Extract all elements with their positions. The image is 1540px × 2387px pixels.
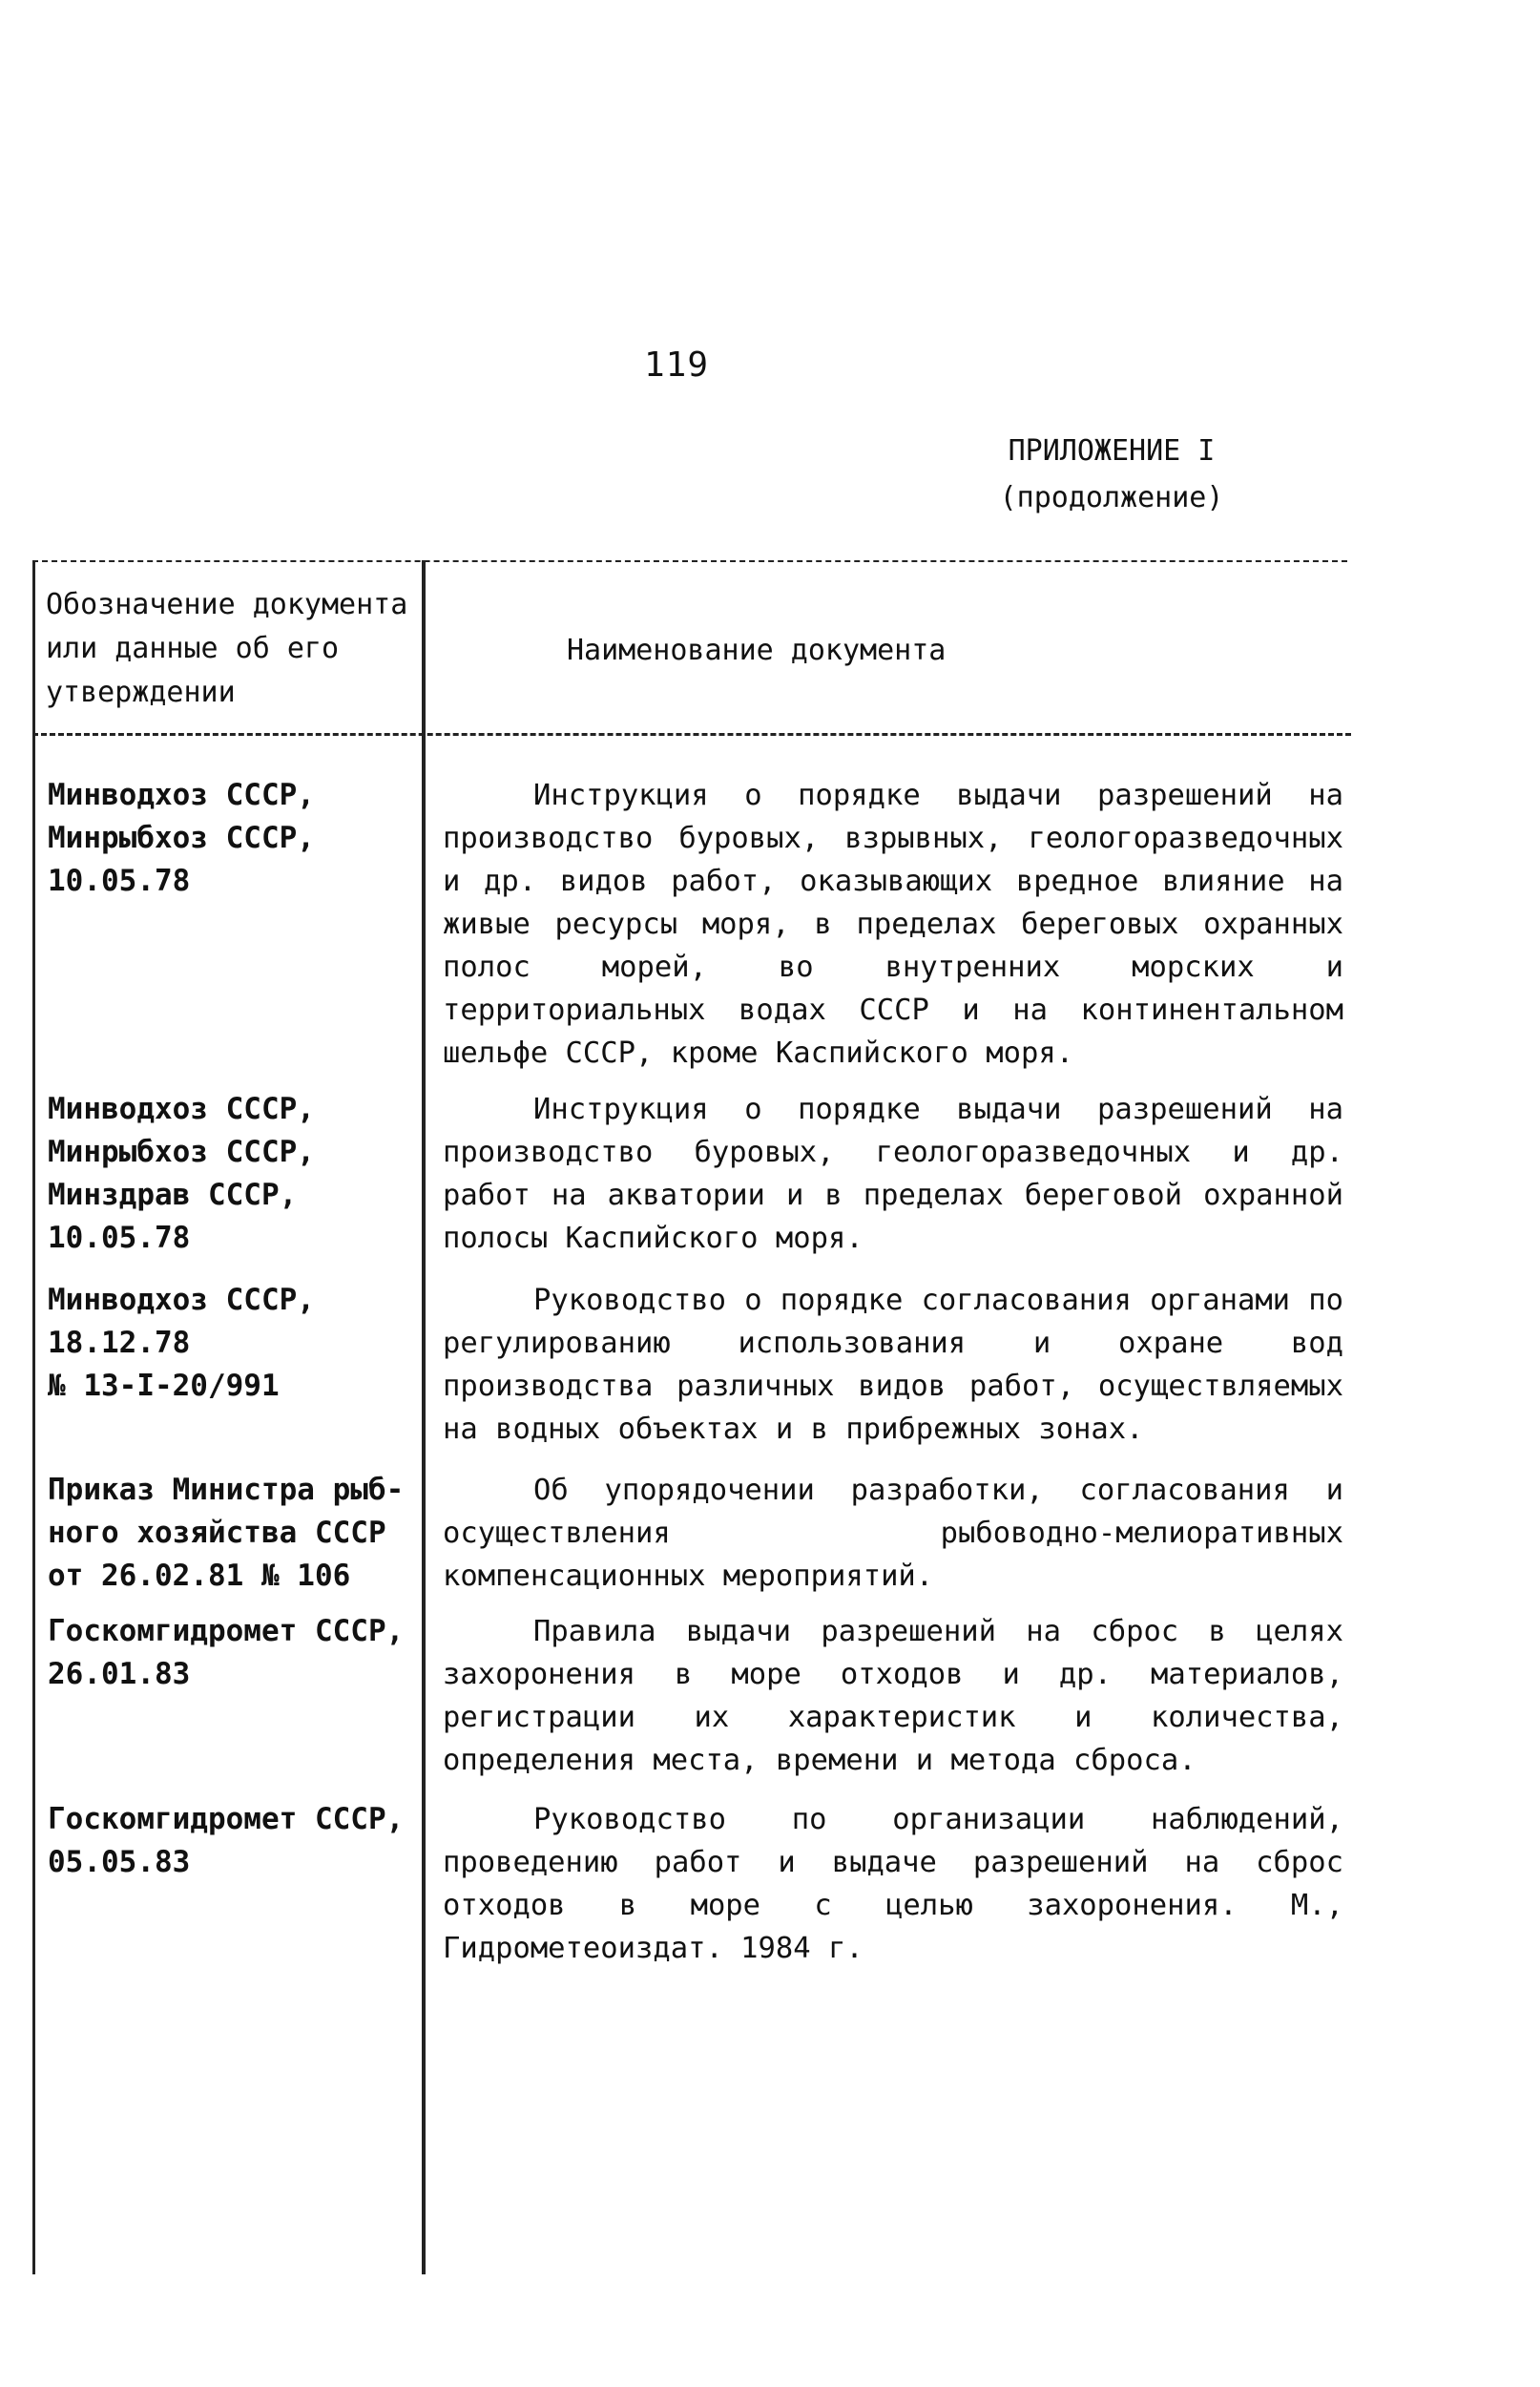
row-6-designation: [48, 1798, 429, 1884]
header-designation-line: утверждении: [46, 676, 236, 709]
designation-line: 10.05.78: [48, 864, 191, 898]
header-document-name: Наименование документа: [567, 634, 947, 667]
designation-line: Госкомгидромет СССР,: [48, 1802, 405, 1836]
appendix-subtitle: (продолжение): [999, 481, 1224, 514]
designation-line: Минводхоз СССР,: [48, 778, 315, 812]
row-1-document-name: Инструкция о порядке выдачи разрешений на производство буровых, взрывных, геологоразведочных и др. видов работ, оказывающих вредное влияние на живые ресурсы моря, в пределах береговых охранных полос морей, во внутренних морских и территориальных водах СССР и на континентальном шельфе СССР, кроме Каспийского моря.: [443, 779, 1343, 1070]
row-5-document-name: Правила выдачи разрешений на сброс в целях захоронения в море отходов и др. материалов, регистрации их характеристик и количества, определения места, времени и метода сброса.: [443, 1615, 1343, 1777]
designation-line: Минрыбхоз СССР,: [48, 1135, 315, 1169]
designation-line: Приказ Министра рыб-: [48, 1473, 405, 1507]
row-4-designation: [48, 1469, 429, 1598]
designation-line: 26.01.83: [48, 1657, 191, 1691]
designation-line: ного хозяйства СССР: [48, 1516, 386, 1550]
designation-line: № 13-I-20/991: [48, 1369, 280, 1403]
designation-line: Минводхоз СССР,: [48, 1283, 315, 1317]
header-designation-line: или данные об его: [46, 632, 340, 665]
documents-table: [32, 560, 1349, 2274]
table-header-rule: [32, 733, 1351, 736]
designation-line: Минздрав СССР,: [48, 1178, 298, 1212]
designation-line: 10.05.78: [48, 1221, 191, 1255]
header-designation-line: Обозначение документа: [46, 588, 408, 621]
row-6-document-name: Руководство по организации наблюдений, проведению работ и выдаче разрешений на сброс отходов в море с целью захоронения. М., Гидрометеоиздат. 1984 г.: [443, 1803, 1343, 1965]
row-3-designation: [48, 1279, 429, 1408]
row-1-designation: [48, 774, 429, 903]
designation-line: 18.12.78: [48, 1326, 191, 1360]
designation-line: от 26.02.81 № 106: [48, 1559, 351, 1593]
header-designation: [46, 583, 437, 715]
row-3-document-name: Руководство о порядке согласования органами по регулированию использования и охране вод производства различных видов работ, осуществляемых на водных объектах и в прибрежных зонах.: [443, 1284, 1343, 1446]
table-left-border: [32, 560, 35, 2274]
table-top-rule: [32, 560, 1347, 562]
appendix-heading: [954, 428, 1269, 521]
designation-line: Госкомгидромет СССР,: [48, 1614, 405, 1648]
page-number: 119: [644, 345, 710, 385]
appendix-title: ПРИЛОЖЕНИЕ I: [1008, 434, 1216, 468]
row-2-designation: [48, 1088, 429, 1260]
designation-line: Минрыбхоз СССР,: [48, 821, 315, 855]
designation-line: Минводхоз СССР,: [48, 1092, 315, 1126]
row-4-document-name: Об упорядочении разработки, согласования и осуществления рыбоводно-мелиоративных компенсационных мероприятий.: [443, 1474, 1343, 1593]
row-5-designation: [48, 1610, 429, 1696]
row-2-document-name: Инструкция о порядке выдачи разрешений на производство буровых, геологоразведочных и др. работ на акватории и в пределах береговой охранной полосы Каспийского моря.: [443, 1093, 1343, 1255]
designation-line: 05.05.83: [48, 1845, 191, 1879]
